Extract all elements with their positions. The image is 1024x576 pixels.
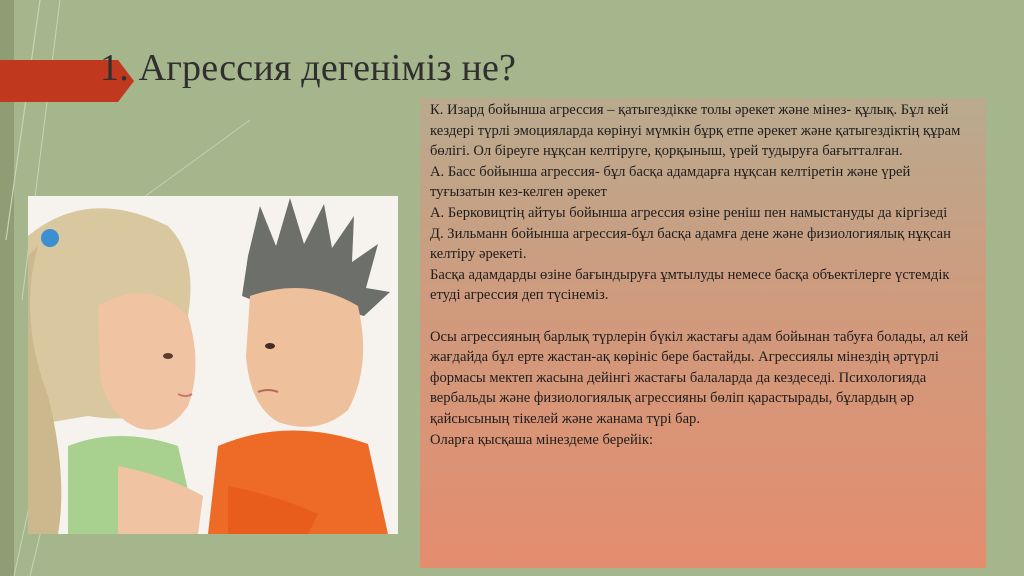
paragraph-bass: А. Басс бойынша агрессия- бұл басқа адамдарға нұқсан келтіретін және үрей туғызатын кез-келген әрекет xyxy=(430,163,911,201)
children-illustration xyxy=(28,196,398,534)
paragraph-definition: Басқа адамдарды өзіне бағындыруға ұмтылуды немесе басқа объектілерге үстемдік етуді агрессия деп түсінеміз. xyxy=(430,266,950,304)
paragraph-izard: К. Изард бойынша агрессия – қатыгездікке толы әрекет және мінез- құлық. Бұл кей кездері түрлі эмоцияларда көрінуі мүмкін бұрқ етпе әрекет және қатыгездіктің құрам бөлігі. Ол біреуге нұқсан келтіруге, қорқыныш, үрей тудыруға бағытталған. xyxy=(430,102,961,160)
paragraph-closing: Оларға қысқаша мінездеме берейік: xyxy=(430,431,654,448)
paragraph-spacer xyxy=(430,306,970,327)
content-text-box xyxy=(420,98,986,568)
children-photo xyxy=(28,196,398,534)
paragraph-berkowitz: А. Берковицтің айтуы бойынша агрессия өзіне реніш пен намыстануды да кіргізеді xyxy=(430,204,948,221)
paragraph-zillmann: Д. Зильманн бойынша агрессия-бұл басқа адамға дене және физиологиялық нұқсан келтіру әрекеті. xyxy=(430,225,951,263)
slide-title: 1. Агрессия дегеніміз не? xyxy=(100,47,517,89)
paragraph-aggression-forms: Осы агрессияның барлық түрлерін бүкіл жастағы адам бойынан табуға болады, ал кей жағдайда бұл ерте жастан-ақ көрініс бере бастайды. Агрессиялы мінездің әртүрлі формасы мектеп жасына дейінгі жастағы балаларда да кездеседі. Психологияда вербальды және физиологиялық агрессияны бөліп қарастырады, бұлардың әр қайсысының тікелей және жанама түрі бар. xyxy=(430,328,969,427)
